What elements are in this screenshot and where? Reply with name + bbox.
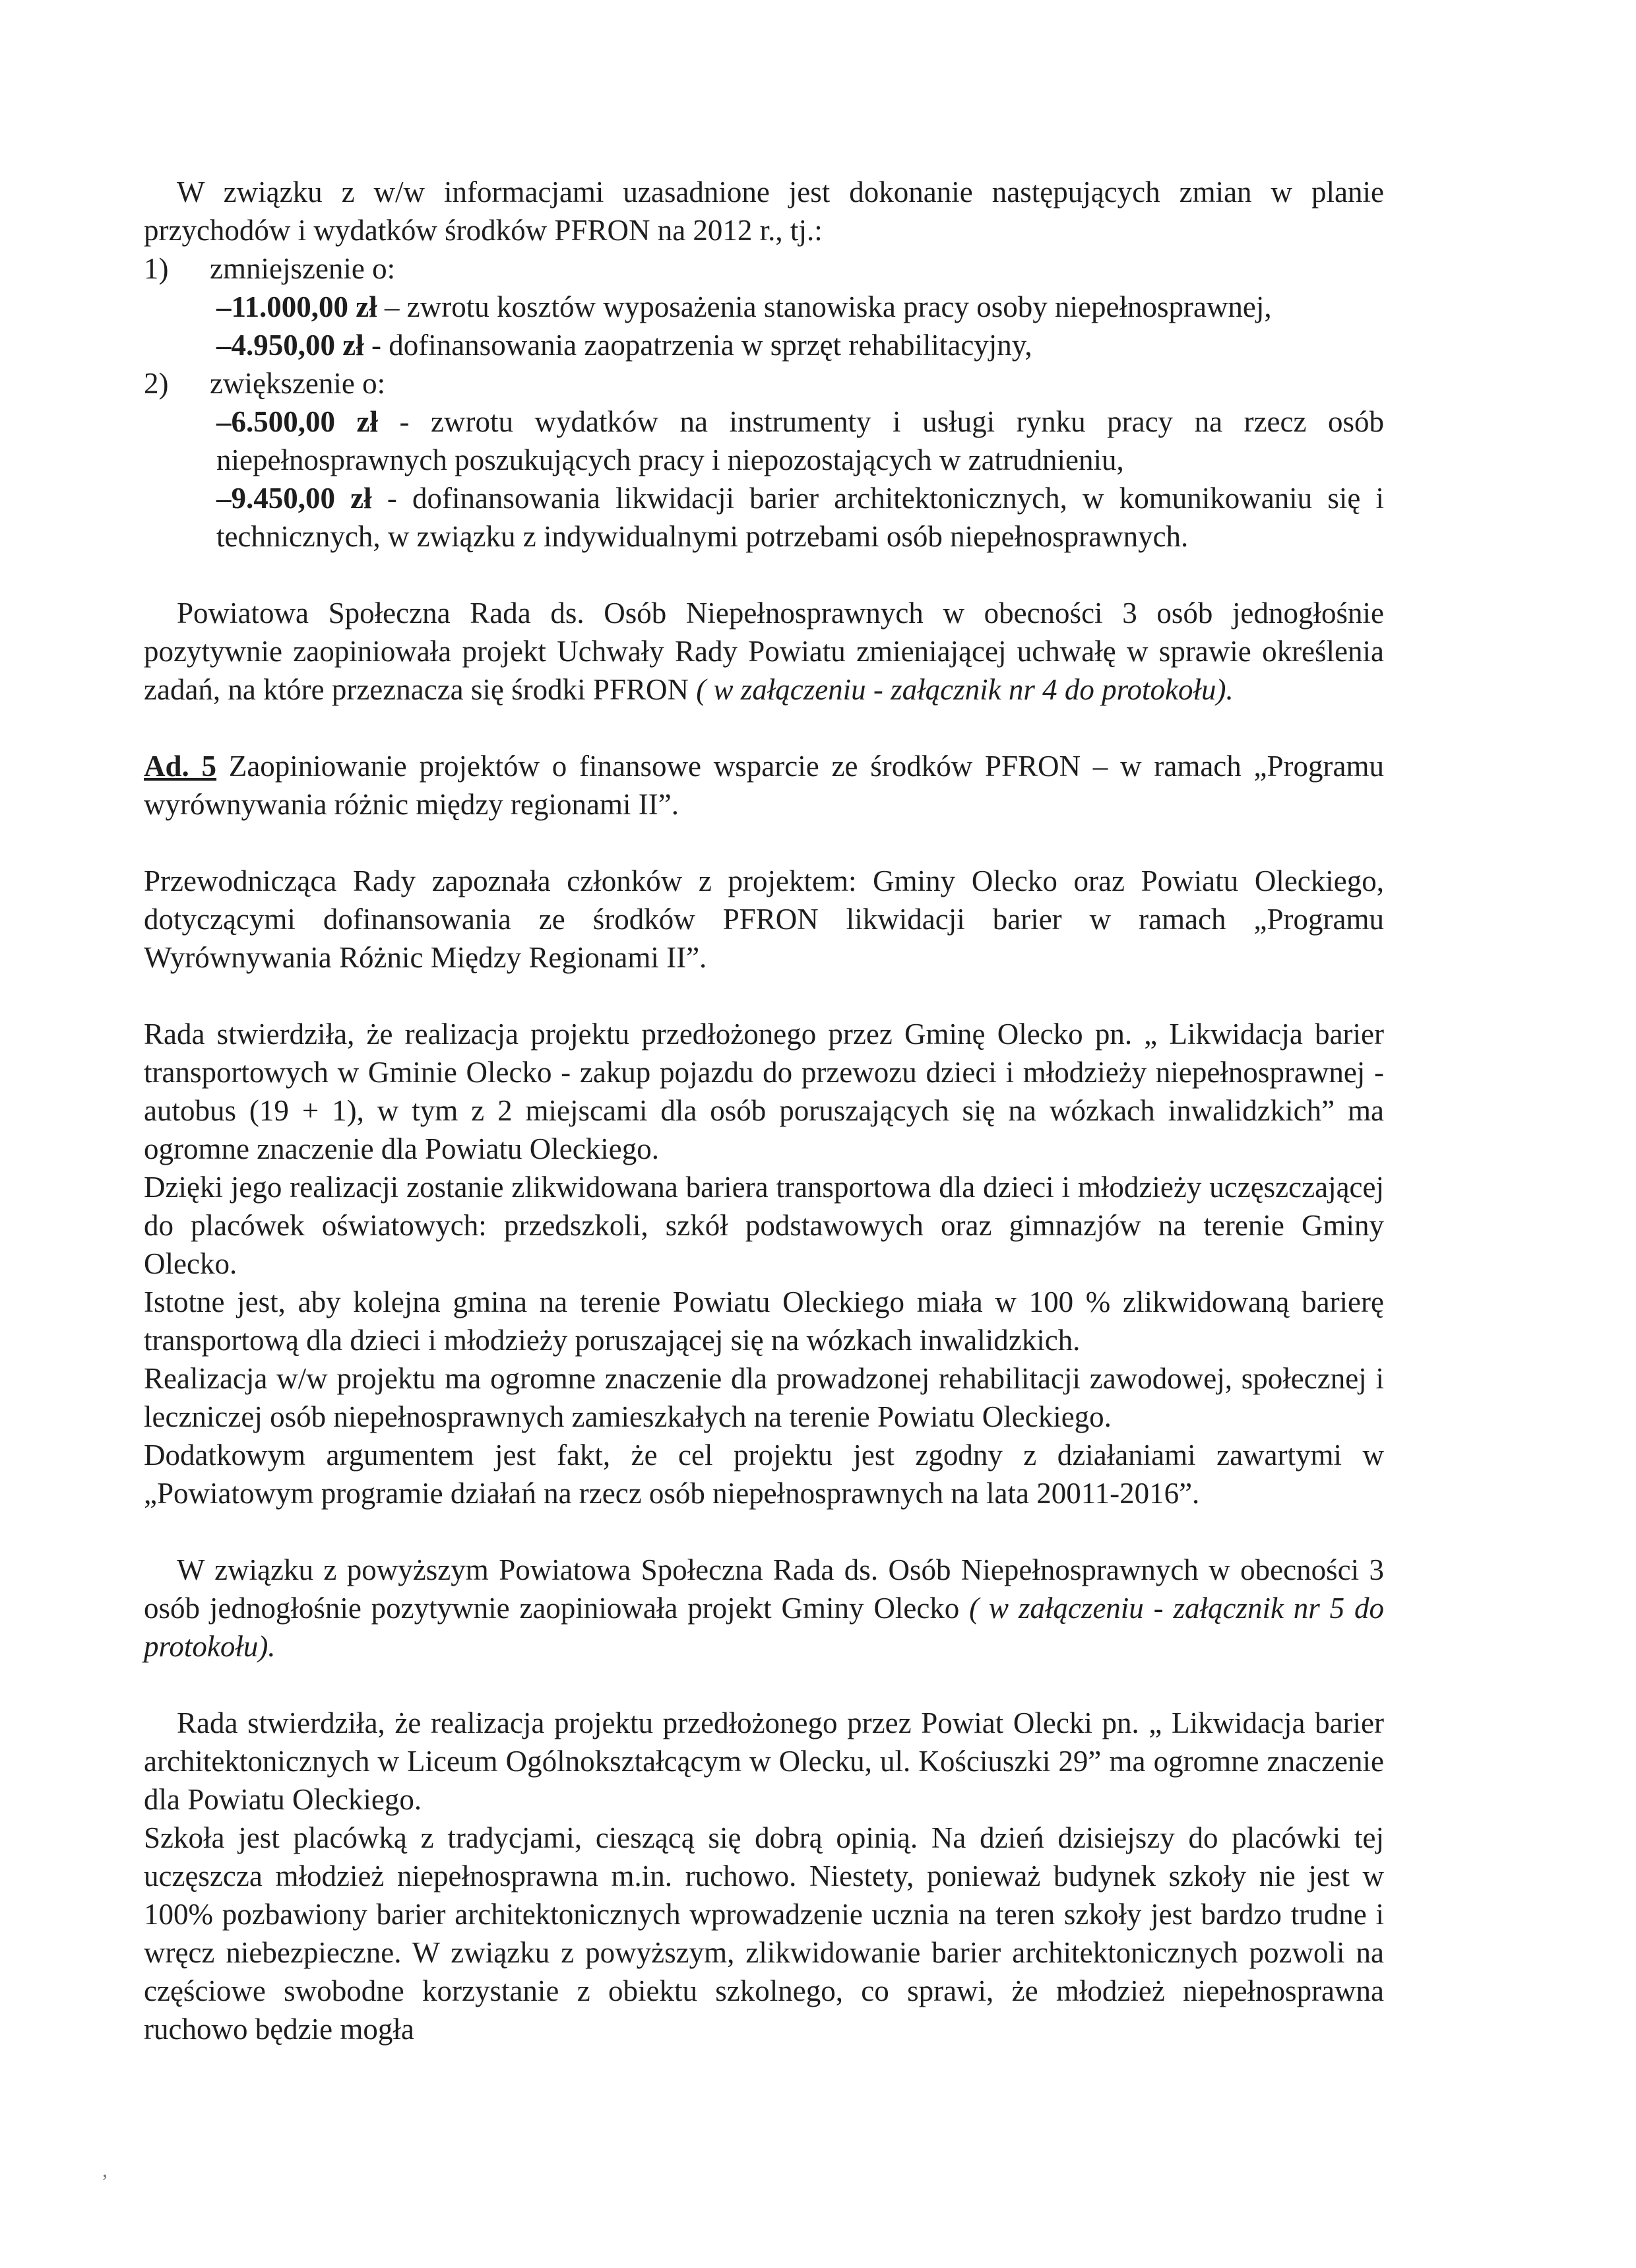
- amount-description: – zwrotu kosztów wyposażenia stanowiska pracy osoby niepełnosprawnej,: [377, 290, 1272, 323]
- list-item-decrease: [144, 249, 1384, 288]
- attachment-note: ( w załączeniu - załącznik nr 5 do protokołu).: [144, 1592, 1384, 1663]
- amount: –11.000,00 zł: [216, 290, 377, 323]
- council-finding-paragraph-2: Rada stwierdziła, że realizacja projektu przedłożonego przez Powiat Olecki pn. „ Likwidacja barier architektonicznych w Liceum Ogólnokształcącym w Olecku, ul. Kościuszki 29” ma ogromne znaczenie dla Powiatu Oleckiego.: [144, 1706, 1384, 1816]
- intro-paragraph: W związku z w/w informacjami uzasadnione jest dokonanie następujących zmian w planie przychodów i wydatków środków PFRON na 2012 r., tj.:: [144, 176, 1384, 247]
- list-label: zwiększenie o:: [210, 367, 386, 400]
- opinion-paragraph-2: [144, 1551, 1384, 1666]
- opinion-text: Powiatowa Społeczna Rada ds. Osób Niepełnosprawnych w obecności 3 osób jednogłośnie pozytywnie zaopiniowała projekt Uchwały Rady Powiatu zmieniającej uchwałę w sprawie określenia zadań, na które przeznacza się środki PFRON: [144, 597, 1384, 706]
- chair-paragraph: Przewodnicząca Rady zapoznała członków z projektem: Gminy Olecko oraz Powiatu Oleckiego, dotyczącymi dofinansowania ze środków PFRON likwidacji barier w ramach „Programu Wyrównywania Różnic Między Regionami II”.: [144, 864, 1384, 974]
- council-finding-paragraph: Rada stwierdziła, że realizacja projektu przedłożonego przez Gminę Olecko pn. „ Likwidacja barier transportowych w Gminie Olecko - zakup pojazdu do przewozu dzieci i młodzieży niepełnosprawnej - autobus (19 + 1), w tym z 2 miejscami dla osób poruszających się na wózkach inwalidzkich” ma ogromne znaczenie dla Powiatu Oleckiego.: [144, 1018, 1384, 1165]
- paragraph-important: Istotne jest, aby kolejna gmina na terenie Powiatu Oleckiego miała w 100 % zlikwidowaną barierę transportową dla dzieci i młodzieży poruszającej się na wózkach inwalidzkich.: [144, 1285, 1384, 1357]
- paragraph-school: Szkoła jest placówką z tradycjami, cieszącą się dobrą opinią. Na dzień dzisiejszy do placówki tej uczęszcza młodzież niepełnosprawna m.in. ruchowo. Niestety, ponieważ budynek szkoły nie jest w 100% pozbawiony barier architektonicznych wprowadzenie ucznia na teren szkoły jest bardzo trudne i wręcz niebezpieczne. W związku z powyższym, zlikwidowanie barier architektonicznych pozwoli na częściowe swobodne korzystanie z obiektu szkolnego, co sprawi, że młodzież niepełnosprawna ruchowo będzie mogła: [144, 1821, 1384, 2046]
- amount-description: - dofinansowania likwidacji barier architektonicznych, w komunikowaniu się i technicznych, w związku z indywidualnymi potrzebami osób niepełnosprawnych.: [216, 482, 1384, 553]
- agenda-item-ad5: [144, 747, 1384, 824]
- list-number: 1): [144, 252, 169, 285]
- document-body: [144, 173, 1384, 2048]
- scan-speck: ,: [102, 2158, 108, 2182]
- opinion-text: W związku z powyższym Powiatowa Społeczna Rada ds. Osób Niepełnosprawnych w obecności 3 osób jednogłośnie pozytywnie zaopiniowała projekt Gminy Olecko: [144, 1553, 1384, 1625]
- list-subitem: [144, 479, 1384, 556]
- amount-description: - zwrotu wydatków na instrumenty i usługi rynku pracy na rzecz osób niepełnosprawnych poszukujących pracy i niepozostających w zatrudnieniu,: [216, 405, 1385, 476]
- paragraph-realization: Realizacja w/w projektu ma ogromne znaczenie dla prowadzonej rehabilitacji zawodowej, społecznej i leczniczej osób niepełnosprawnych zamieszkałych na terenie Powiatu Oleckiego.: [144, 1362, 1384, 1433]
- list-item-increase: [144, 364, 1384, 403]
- amount: –4.950,00 zł: [216, 329, 364, 362]
- agenda-number: Ad. 5: [144, 750, 217, 783]
- agenda-title: Zaopiniowanie projektów o finansowe wsparcie ze środków PFRON – w ramach „Programu wyrównywania różnic między regionami II”.: [144, 750, 1384, 821]
- list-subitem: [144, 288, 1384, 326]
- opinion-paragraph: [144, 594, 1384, 709]
- list-subitem: [144, 403, 1384, 479]
- list-number: 2): [144, 367, 169, 400]
- amount-description: - dofinansowania zaopatrzenia w sprzęt rehabilitacyjny,: [363, 329, 1032, 362]
- amount: –6.500,00 zł: [216, 405, 379, 438]
- paragraph-thanks: Dzięki jego realizacji zostanie zlikwidowana bariera transportowa dla dzieci i młodzieży uczęszczającej do placówek oświatowych: przedszkoli, szkół podstawowych oraz gimnazjów na terenie Gminy Olecko.: [144, 1171, 1384, 1280]
- attachment-note: ( w załączeniu - załącznik nr 4 do protokołu).: [696, 673, 1234, 706]
- amount: –9.450,00 zł: [216, 482, 372, 515]
- list-subitem: [144, 326, 1384, 364]
- list-label: zmniejszenie o:: [210, 252, 396, 285]
- paragraph-additional: Dodatkowym argumentem jest fakt, że cel projektu jest zgodny z działaniami zawartymi w „Powiatowym programie działań na rzecz osób niepełnosprawnych na lata 20011-2016”.: [144, 1439, 1384, 1510]
